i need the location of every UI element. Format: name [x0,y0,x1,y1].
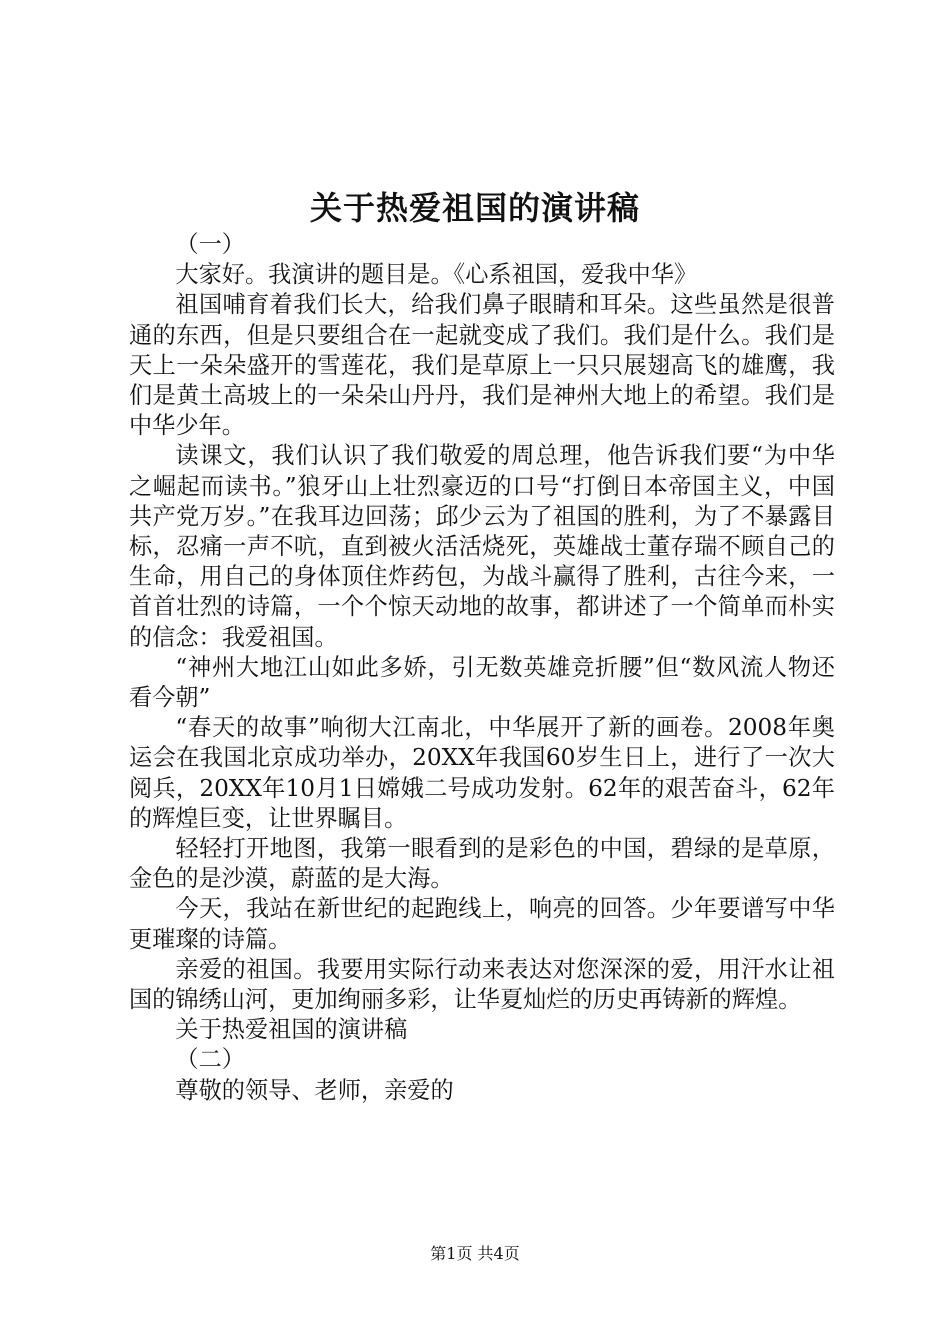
paragraph-4: “春天的故事”响彻大江南北，中华展开了新的画卷。2008年奥运会在我国北京成功举办，20XX年我国60岁生日上，进行了一次大阅兵，20XX年10月1日嫦娥二号成功发射。62年的艰苦奋斗，62年的辉煌巨变，让世界瞩目。 [129,714,835,832]
paragraph-5: 轻轻打开地图，我第一眼看到的是彩色的中国，碧绿的是草原，金色的是沙漠，蔚蓝的是大海。 [129,835,835,893]
paragraph-greeting: 大家好。我演讲的题目是。《心系祖国，爱我中华》 [175,261,698,289]
paragraph-2: 读课文，我们认识了我们敬爱的周总理，他告诉我们要“为中华之崛起而读书。”狼牙山上壮烈豪迈的口号“打倒日本帝国主义，中国共产党万岁。”在我耳边回荡；邱少云为了祖国的胜利，为了不暴露目标，忍痛一声不吭，直到被火活活烧死，英雄战士董存瑞不顾自己的生命，用自己的身体顶住炸药包，为战斗赢得了胜利，古往今来，一首首壮烈的诗篇，一个个惊天动地的故事，都讲述了一个简单而朴实的信念：我爱祖国。 [129,442,835,651]
section-marker-2: （二） [175,1046,245,1074]
paragraph-salutation: 尊敬的领导、老师，亲爱的 [175,1076,454,1104]
section-marker-1: （一） [175,231,245,258]
paragraph-7: 亲爱的祖国。我要用实际行动来表达对您深深的爱，用汗水让祖国的锦绣山河，更加绚丽多彩，让华夏灿烂的历史再铸新的辉煌。 [129,955,835,1014]
document-body [129,230,835,1106]
paragraph-1: 祖国哺育着我们长大，给我们鼻子眼睛和耳朵。这些虽然是很普通的东西，但是只要组合在一起就变成了我们。我们是什么。我们是天上一朵朵盛开的雪莲花，我们是草原上一只只展翅高飞的雄鹰，我们是黄土高坡上的一朵朵山丹丹，我们是神州大地上的希望。我们是中华少年。 [129,291,835,440]
paragraph-6: 今天，我站在新世纪的起跑线上，响亮的回答。少年要谱写中华更璀璨的诗篇。 [129,895,835,953]
document-title: 关于热爱祖国的演讲稿 [309,189,640,227]
page-footer: 第1页 共4页 [430,1244,520,1263]
paragraph-3: “神州大地江山如此多娇，引无数英雄竞折腰”但“数风流人物还看今朝” [129,653,835,712]
section-title-2: 关于热爱祖国的演讲稿 [175,1016,408,1044]
